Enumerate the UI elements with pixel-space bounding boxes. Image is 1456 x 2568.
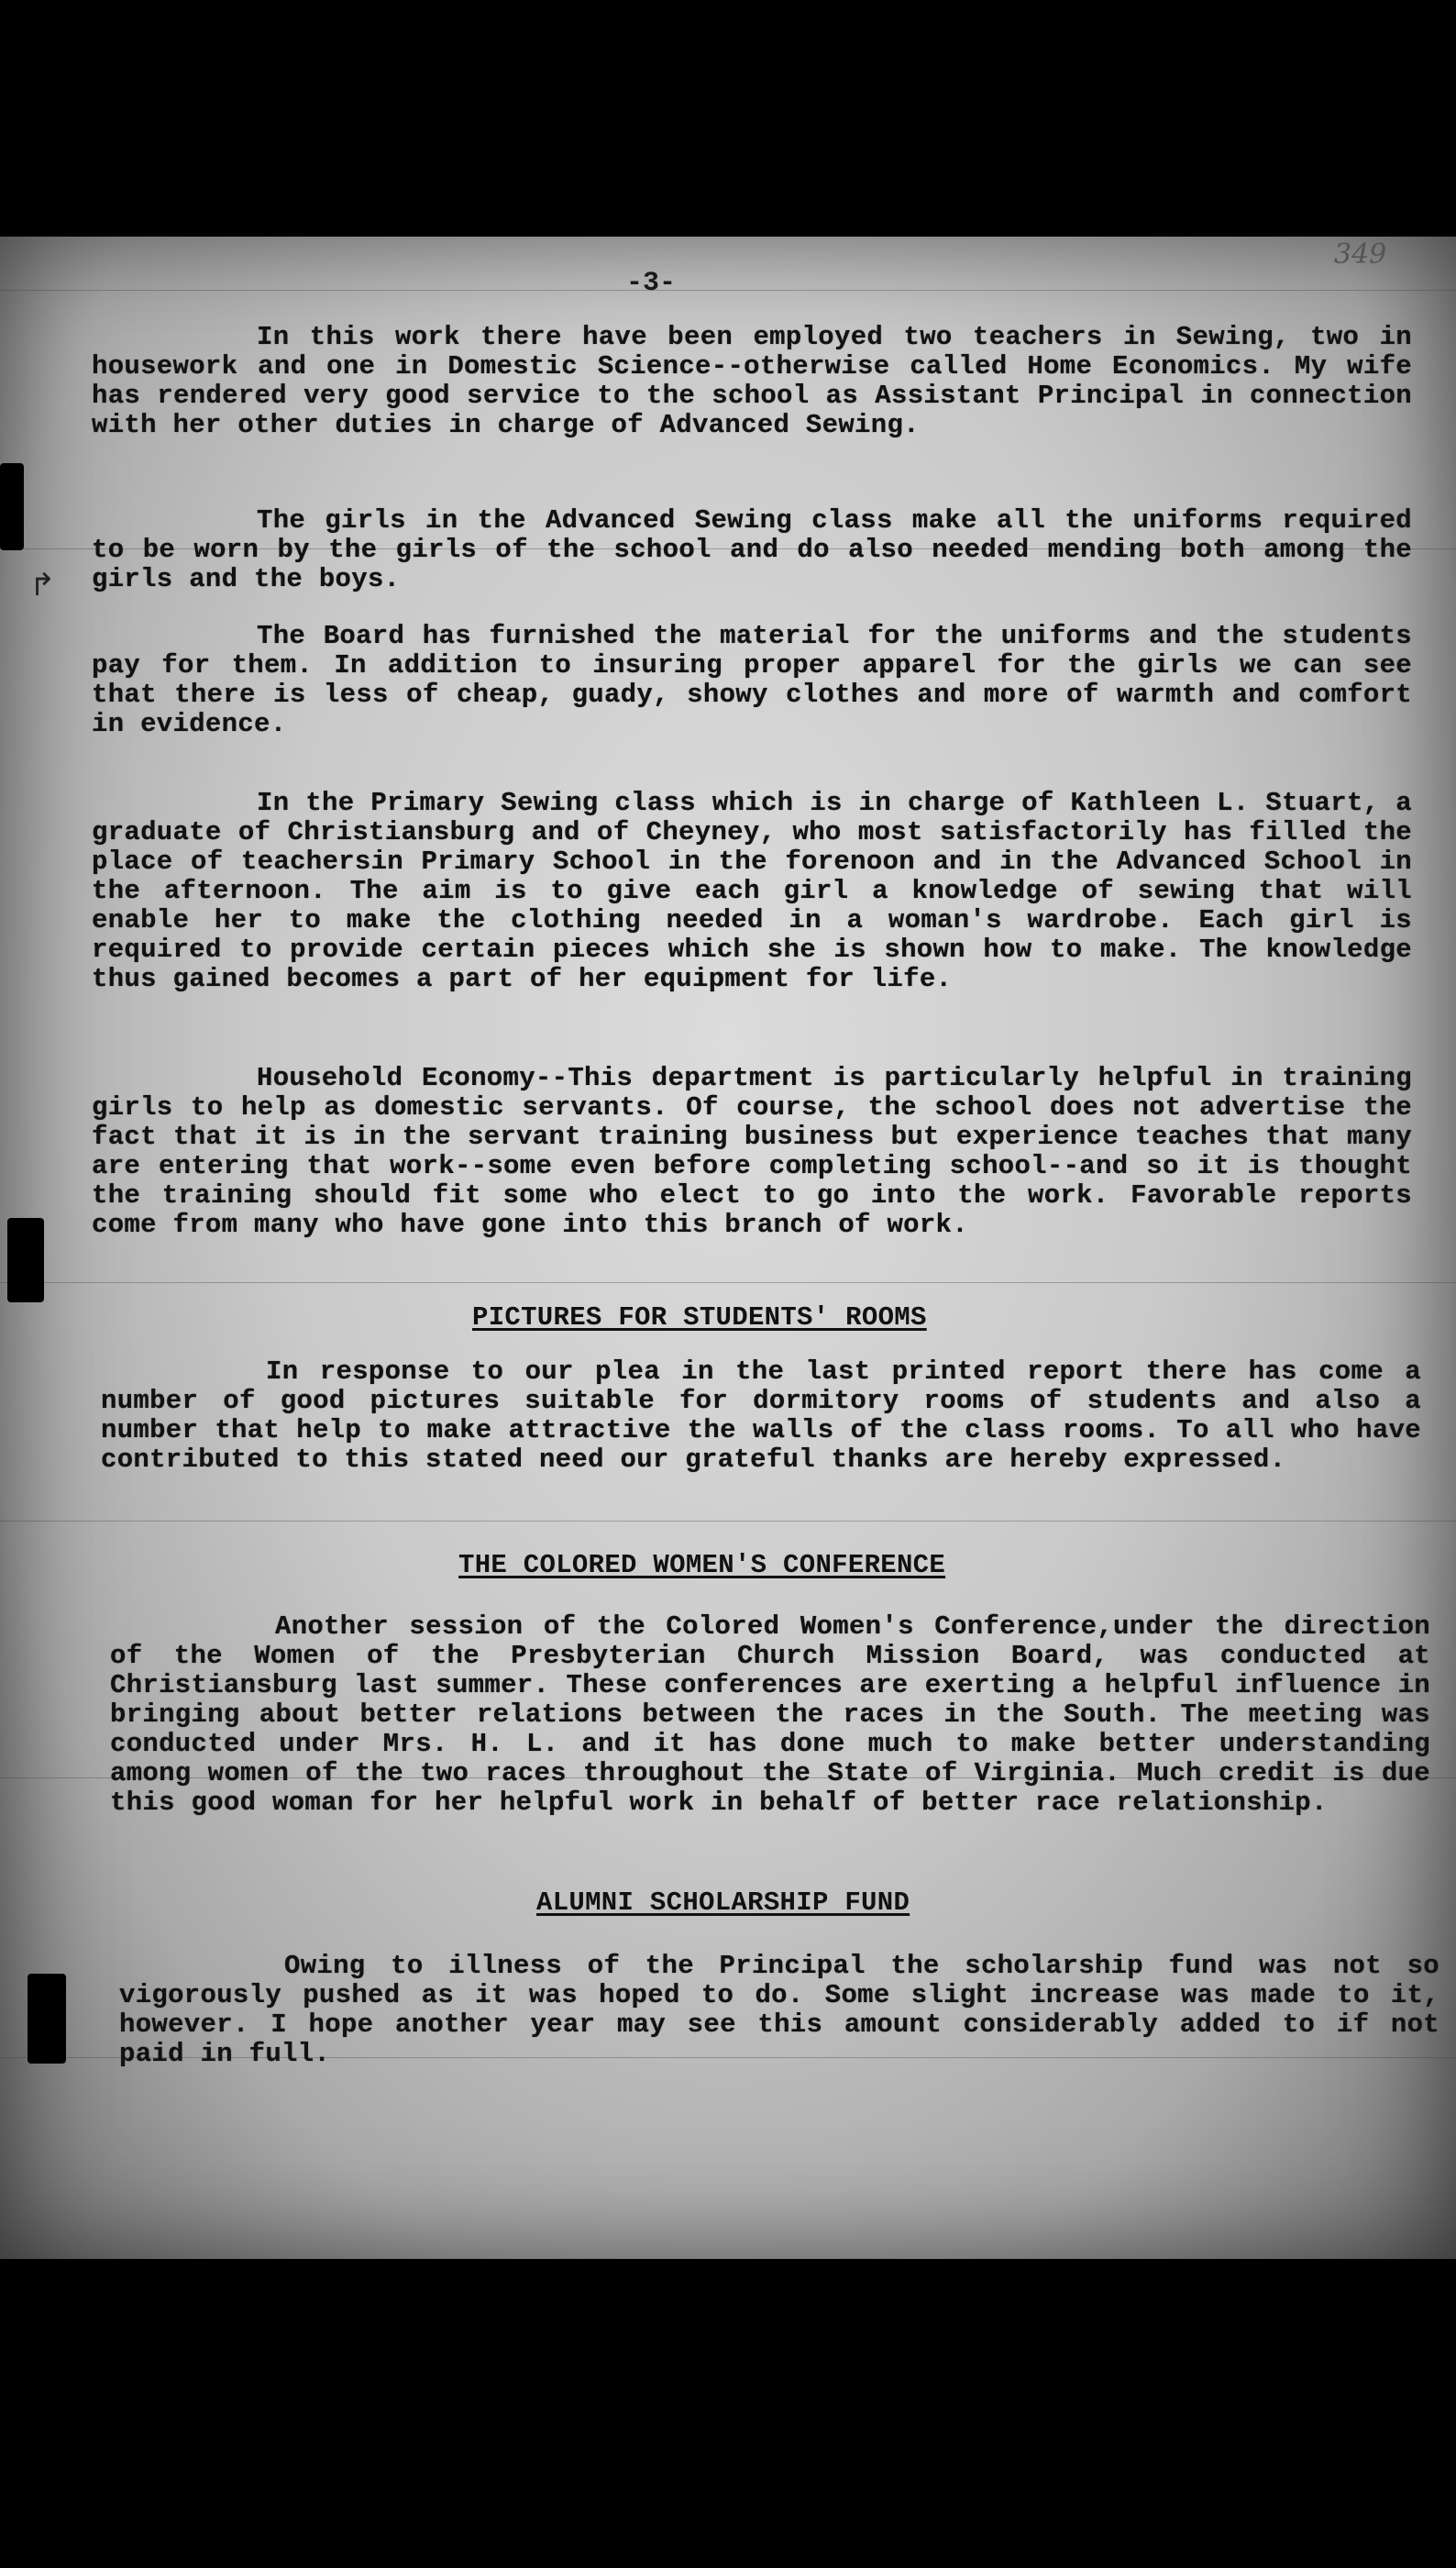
section-heading: THE COLORED WOMEN'S CONFERENCE — [458, 1550, 946, 1580]
page-number: -3- — [625, 268, 676, 299]
paragraph-text: In response to our plea in the last printed report there has come a number of good pictures suitable for dormitory rooms of students and also a number that help to make attractive the walls of the class rooms. To all who have contributed to this stated need our grateful thanks are hereby expressed. — [101, 1356, 1421, 1475]
paragraph-text: In the Primary Sewing class which is in charge of Kathleen L. Stuart, a graduate of Christiansburg and of Cheyney, who most satisfactorily has filled the place of teachersin Primary School in the forenoon and in the Advanced School in the afternoon. The aim is to give each girl a knowledge of sewing that will enable her to make the clothing needed in a woman's wardrobe. Each girl is required to provide certain pieces which she is shown how to make. The knowledge thus gained becomes a part of her equipment for life. — [92, 788, 1412, 994]
paragraph — [92, 622, 1412, 739]
section-paragraph — [110, 1612, 1430, 1818]
binder-tab-mark — [7, 1218, 44, 1302]
paragraph-text: The Board has furnished the material for the uniforms and the students pay for them. In addition to insuring proper apparel for the girls we can see that there is less of cheap, guady, showy clothes and more of warmth and comfort in evidence. — [92, 621, 1412, 739]
paragraph-text: Household Economy--This department is particularly helpful in training girls to help as domestic servants. Of course, the school does not advertise the fact that it is in the servant training business but experience teaches that many are entering that work--some even before completing school--and so it is thought the training should fit some who elect to go into the work. Favorable reports come from many who have gone into this branch of work. — [92, 1063, 1412, 1240]
paragraph — [92, 323, 1412, 440]
paragraph — [92, 789, 1412, 994]
paragraph — [92, 506, 1412, 594]
binder-tab-mark — [0, 463, 24, 550]
paragraph-text: The girls in the Advanced Sewing class make all the uniforms required to be worn by the girls of the school and do also needed mending both among the girls and the boys. — [92, 505, 1412, 594]
ruled-line — [0, 1521, 1456, 1522]
section-paragraph — [119, 1952, 1439, 2069]
archive-number: 349 — [1334, 238, 1387, 271]
ruled-line — [0, 1282, 1456, 1283]
ruled-line — [0, 290, 1456, 291]
paragraph-text: Another session of the Colored Women's Conference,under the direction of the Women of the Presbyterian Church Mission Board, was conducted at Christiansburg last summer. These conferences are exerting a helpful influence in bringing about better relations between the races in the South. The meeting was conducted under Mrs. H. L. and it has done much to make better understanding among women of the two races throughout the State of Virginia. Much credit is due this good woman for her helpful work in behalf of better race relationship. — [110, 1611, 1430, 1818]
section-paragraph — [101, 1357, 1421, 1475]
paragraph-text: Owing to illness of the Principal the scholarship fund was not so vigorously pushed as it was hoped to do. Some slight increase was made to it, however. I hope another year may see this amount considerably added to if not paid in full. — [119, 1951, 1439, 2069]
section-heading: ALUMNI SCHOLARSHIP FUND — [536, 1887, 910, 1918]
paragraph-text: In this work there have been employed two teachers in Sewing, two in housework and one in Domestic Science--otherwise called Home Economics. My wife has rendered very good service to the school as Assistant Principal in connection with her other duties in charge of Advanced Sewing. — [92, 322, 1412, 440]
binder-tab-mark — [28, 1974, 66, 2064]
section-heading: PICTURES FOR STUDENTS' ROOMS — [472, 1302, 927, 1333]
margin-pencil-mark: ↱ — [29, 567, 56, 603]
paragraph — [92, 1064, 1412, 1240]
